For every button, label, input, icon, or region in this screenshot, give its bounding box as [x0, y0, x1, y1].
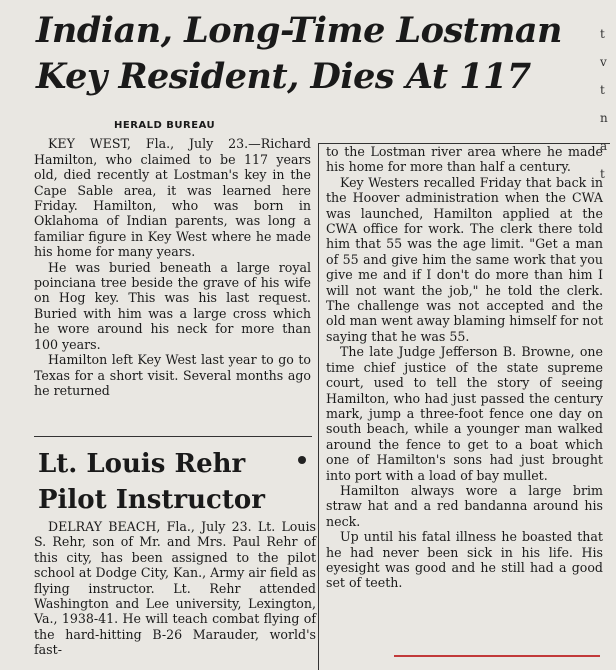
article-column-3 — [34, 519, 316, 658]
ink-dot — [298, 456, 306, 464]
article-separator — [34, 436, 312, 437]
column-divider — [318, 143, 319, 670]
red-underline-mark — [394, 655, 600, 657]
adjacent-column-fragment: t v t n a t — [600, 27, 608, 181]
paragraph: He was buried beneath a large royal poinciana tree beside the grave of his wife on Hog key. This was his last request. Buried with him was a large cross which he wore around his neck for more than 100 years. — [34, 259, 311, 352]
paragraph: Hamilton left Key West last year to go to Texas for a short visit. Several months ago he returned — [34, 352, 311, 398]
paragraph: DELRAY BEACH, Fla., July 23. Lt. Louis S. Rehr, son of Mr. and Mrs. Paul Rehr of this city, has been assigned to the pilot school at Dodge City, Kan., Army air field as flying instructor. Lt. Rehr attended Washington and Lee university, Lexington, Va., 1938-41. He will teach combat flying of the hard-hitting B-26 Marauder, world's fast- — [34, 519, 316, 658]
paragraph: Key Westers recalled Friday that back in the Hoover administration when the CWA was launched, Hamilton applied at the CWA office for work. The clerk there told him that 55 was the age limit. "Get a man of 55 and give him the same work that you give me and if I don't do more than him I will not want the job," he told the clerk. The challenge was not accepted and the old man went away blaming himself for not saying that he was 55. — [326, 174, 604, 344]
paragraph: KEY WEST, Fla., July 23.—Richard Hamilton, who claimed to be 117 years old, died recently at Lostman's key in the Cape Sable area, it was learned here Friday. Hamilton, who was born in Oklahoma of Indian parents, was long a familiar figure in Key West where he made his home for many years. — [34, 136, 311, 260]
article-column-2 — [326, 144, 603, 591]
headline: Indian, Long-Time Lostman Key Resident, Dies At 117 — [36, 10, 563, 97]
second-headline: Lt. Louis Rehr Pilot Instructor — [38, 449, 265, 515]
paragraph: Hamilton always wore a large brim straw hat and a red bandanna around his neck. — [326, 482, 603, 529]
article-column-1 — [34, 118, 311, 398]
byline: HERALD BUREAU — [114, 120, 216, 131]
paragraph: The late Judge Jefferson B. Browne, one time chief justice of the state supreme court, used to tell the story of seeing Hamilton, who had just passed the century mark, jump a three-foot fence one day on south beach, while a younger man walked around the fence to get to a boat which one of Hamilton's sons had just brought into port with a load of bay mullet. — [326, 344, 603, 483]
paragraph: Up until his fatal illness he boasted that he had never been sick in his life. His eyesight was good and he still had a good set of teeth. — [326, 529, 603, 591]
paragraph: to the Lostman river area where he made his home for more than half a century. — [326, 144, 603, 175]
